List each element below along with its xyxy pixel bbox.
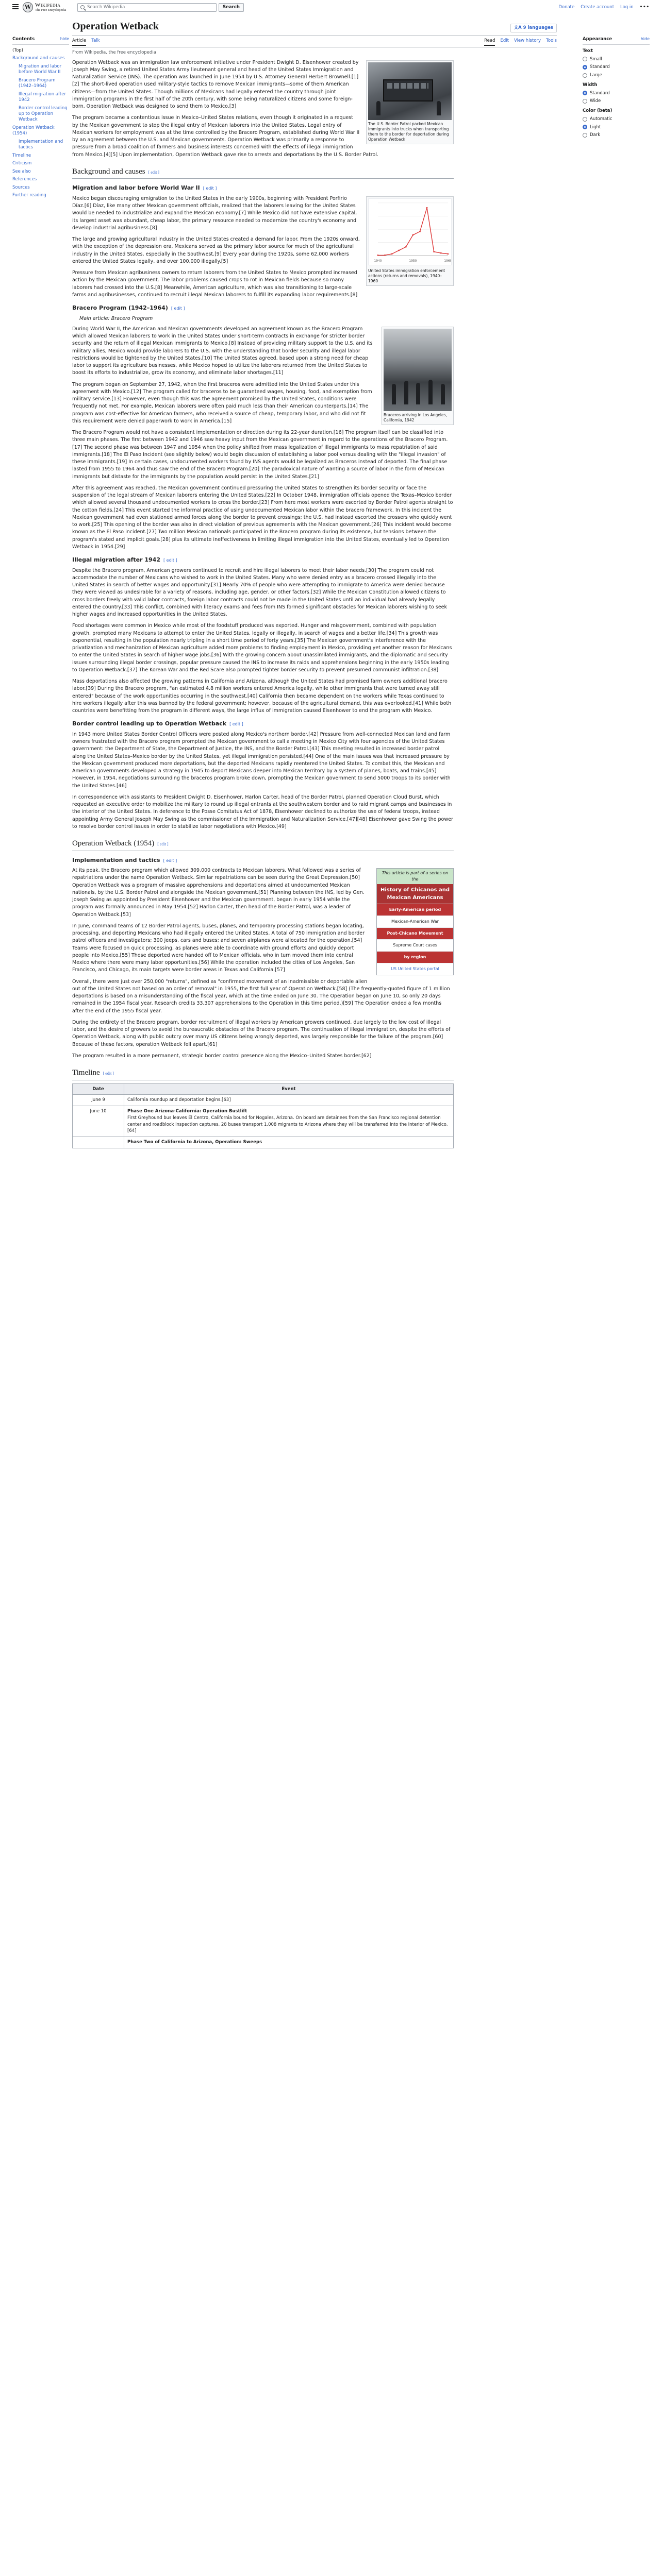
paragraph: Pressure from Mexican agribusiness owners to return laborers from the United States to Mexico prompted increased action by the Mexican government. The labor problems caused crops to rot in Mexican fields because so many laborers had crossed into the U.S.[8] Meanwhile, American agriculture, which was also transitioning to large-scale farms and agribusinesses, continued to recruit illegal Mexican laborers to fulfill its expanding labor requirements.[8]: [72, 270, 358, 298]
wordmark-tagline: The Free Encyclopedia: [35, 8, 67, 12]
intro-paragraph: Operation Wetback was an immigration law enforcement initiative under President Dwight D. Eisenhower created by Joseph May Swing, a retired United States Army lieutenant general and head of the United States Immigration and Naturalization Service (INS). The operation was launched in June 1954 by U.S. Attorney General Herbert Brownell.[1][2] The short-lived operation used military-style tactics to remove Mexican immigrants—some of them American citizens—from the United States. Though millions of Mexicans had legally entered the country through joint immigration programs in the first half of the 20th century, with some being naturalized citizens and some foreign-born, Operation Wetback was designed to send them to Mexico.[3]: [72, 59, 359, 109]
width-opts-option[interactable]: [583, 90, 650, 97]
timeline-phase: Phase One Arizona-California: Operation Bustlift: [127, 1109, 247, 1114]
paragraph: The Bracero Program would not have a consistent implementation or direction during its 22-year duration.[16] The program itself can be classified into three main phases. The first between 1942 and 1946 saw heavy input from the Mexican government in regard to the operations of the Bracero Program.[17] The second phase was between 1947 and 1954 when the policy shifted from mass legalization of illegal immigrants to mass repatriation of said immigrants.[18] The El Paso Incident (see slightly below) would begin discussion of establishing a labor pool versus dealing with the "illegal invasion" of these immigrants.[19] In certain cases, undocumented workers found by INS agents would be legalized as Braceros instead of deported. The final phase lasted from 1955 to 1964 and thus saw the end of the Bracero Program.[20] The paradoxical nature of wanting a source of labor in the form of Mexican immigrants but distaste for the immigrants by the population would persist in the United States.[21]: [72, 430, 448, 480]
toc-item[interactable]: Further reading: [12, 193, 46, 198]
braceros-photo[interactable]: [384, 329, 452, 411]
figure-caption: Braceros arriving in Los Angeles, California, 1942: [384, 412, 447, 422]
subsection-heading-bracero: Bracero Program (1942–1964) [ edit ]: [72, 304, 185, 311]
toc-item[interactable]: Background and causes: [12, 56, 65, 61]
figure-caption: The U.S. Border Patrol packed Mexican immigrants into trucks when transporting them to the border for deportation during Operation Wetback: [368, 121, 449, 142]
option-label: Small: [590, 56, 602, 62]
color-opts-option[interactable]: [583, 116, 650, 123]
toc-item[interactable]: Illegal migration after 1942: [19, 91, 66, 103]
option-label: Standard: [590, 64, 610, 70]
paragraph: In correspondence with assistants to President Dwight D. Eisenhower, Harlon Carter, head of the Border Patrol, planned Operation Cloud Burst, which requested an executive order to mobilize the military to round up illegal entrants at the southwestern border and to raid migrant camps and businesses in the interior of the United States. In deference to the Posse Comitatus Act of 1878, Eisenhower declined to authorize the use of federal troops, instead appointing Army General Joseph May Swing as the commissioner of the Immigration and Naturalization Service.[47][48] Eisenhower gave Swing the power to resolve border control issues in order to stabilize labor negotiations with Mexico.[49]: [72, 794, 453, 829]
edit-section-link[interactable]: [ edit ]: [103, 1071, 114, 1076]
radio-icon[interactable]: [583, 91, 587, 95]
paragraph: Mass deportations also affected the growing patterns in California and Arizona, although the United States had promised farm owners additional bracero labor.[39] During the Bracero program, "an estimated 4.8 million workers entered America legally, while other immigrants that were turned away still entered" because of the work opportunities occurring in the southwest.[40] California then became dependent on the workers while Texas continued to hire workers illegally after this was banned by the federal government; however, because of the agricultural demand, this was overlooked.[41] While both countries were benefitting from the program in different ways, the large influx of immigration caused Eisenhower to end the program with Mexico.: [72, 679, 452, 714]
paragraph: Despite the Bracero program, American growers continued to recruit and hire illegal laborers to meet their labor needs.[30] The program could not accommodate the number of Mexicans who wished to work in the United States. Many who were denied entry as a bracero crossed illegally into the United States in search of better wages and opportunity.[31] Nearly 70% of people who were attempting to immigrate to America were denied because they were viewed as undesirable for a variety of reasons, including age, gender, or other factors.[32] While the Mexican Constitution allowed citizens to cross borders freely with valid labor contracts, foreign labor contracts could not be made in the United States until an individual had already legally entered the country.[33] This conflict, combined with literacy exams and fees from INS formed significant obstacles for Mexican laborers wishing to seek higher wages and increased opportunities in the United States.: [72, 567, 448, 617]
tab-read[interactable]: Read: [484, 38, 495, 46]
column-header-event[interactable]: Event: [124, 1083, 454, 1095]
site-header: [0, 0, 662, 14]
width-options: [583, 90, 650, 105]
paragraph: After this agreement was reached, the Mexican government continued pressuring the United States to strengthen its border security or face the suspension of the legal stream of Mexican laborers entering the United States.[22] In October 1948, immigration officials opened the Texas–Mexico border which allowed several thousand undocumented workers to cross the border.[23] From here most workers were escorted by Border Patrol agents straight to the cotton fields.[24] This event started the informal practice of using undocumented Mexican labor within the bracero framework. In this incident the Mexican government had even stationed armed forces along the border to prevent crossings; the U.S. had instead escorted the crossers who quickly went to work.[25] This opening of the border was also in direct violation of previous agreements with the Mexican government.[26] This incident would become known as the El Paso incident.[27] Two million Mexican nationals participated in the Bracero program during its existence, but tensions between the program's stated and implicit goals.[28] plus its ultimate ineffectiveness in limiting illegal immigration into the United States, eventually led to Operation Wetback in 1954.[29]: [72, 485, 453, 550]
text-size-label: Text: [583, 48, 593, 54]
navbox-row[interactable]: Post-Chicano Movement: [377, 927, 453, 939]
login-link[interactable]: Log in: [620, 5, 634, 10]
data-point: [377, 255, 379, 256]
toc-title: Contents: [12, 37, 35, 42]
article-body: [72, 59, 454, 1148]
more-options-icon[interactable]: •••: [639, 5, 650, 10]
paragraph: The program began on September 27, 1942, when the first braceros were admitted into the United States under this agreement with Mexico.[12] The program called for braceros to be guaranteed wages, housing, food, and exemption from military service.[13] However, even though this was the agreement promised by the United States, conditions were frequently not met. For example, Mexican laborers were often paid much less than their American counterparts.[14] The program was cost-effective for American farmers, who received a source of cheap, temporary labor, and who did not fit this requirement were denied paperwork to work in America.[15]: [72, 381, 372, 424]
appearance-hide-button[interactable]: hide: [640, 37, 650, 41]
data-point: [433, 251, 435, 252]
tab-tools[interactable]: Tools: [546, 38, 557, 43]
data-point: [384, 255, 386, 256]
table-row: [73, 1137, 454, 1148]
edit-section-link[interactable]: [ edit ]: [171, 306, 185, 311]
paragraph: During World War II, the American and Mexican governments developed an agreement known as the Bracero Program which allowed Mexican laborers to work in the United States under short-term contracts in exchange for stricter border security and the return of illegal Mexican immigrants to Mexico.[8] Instead of providing military support to the U.S. and its military allies, Mexico would provide laborers to the U.S. with the understanding that border security and illegal labor restrictions would be tightened by the United States.[10] The United States agreed, based upon a strong need for cheap labor to support its agriculture businesses, while Mexico hoped to utilize the laborers returned from the United States to boost its efforts to industrialize, grow its economy, and eliminate labor shortages.[11]: [72, 326, 373, 376]
tab-article[interactable]: Article: [72, 38, 86, 46]
page-tabs: [72, 36, 557, 47]
navbox-head: This article is part of a series on the: [377, 869, 453, 884]
toc-item[interactable]: Bracero Program (1942–1964): [19, 77, 56, 89]
x-tick-label: 1960: [444, 259, 452, 263]
paragraph: Food shortages were common in Mexico while most of the foodstuff produced was exported. Hunger and misgovernment, combined with population growth, prompted many Mexicans to attempt to enter the United States, legally or illegally, in search of wages and a better life.[34] This growth was exponential, resulting in the population nearly tripling in a short time period of forty years.[35] The Mexican government's interference with the privatization and mechanization of Mexican agriculture added more problems to finding employment in Mexico, providing yet another reason for Mexicans to enter the United States in search of higher wage jobs.[36] With the growing concern about unassimilated immigrants, and the diplomatic and security issues surrounding illegal border crossings, popular pressure caused the INS to increase its raids and apprehensions beginning in the early 1950s leading to Operation Wetback.[37] The Korean War and the Red Scare also prompted tighter border security to prevent presumed communist infiltration.[38]: [72, 623, 452, 673]
table-row: [73, 1095, 454, 1106]
section-heading-operation: Operation Wetback (1954) [ edit ]: [72, 838, 454, 851]
search-button[interactable]: Search: [219, 3, 244, 12]
timeline-event: [124, 1095, 454, 1106]
toc-item[interactable]: (Top): [12, 47, 23, 53]
tagline: From Wikipedia, the free encyclopedia: [72, 49, 156, 55]
paragraph: In June, command teams of 12 Border Patrol agents, buses, planes, and temporary processing stations began locating, processing, and deporting Mexicans who had illegally entered the United States. A total of 750 immigration and border patrol officers and investigators; 300 jeeps, cars and buses; and seven airplanes were allocated for the operation.[54] Teams were focused on quick processing, as planes were able to coordinate with ground efforts and quickly deport people into Mexico.[55] Those deported were handed off to Mexican officials, who in turn moved them into central Mexico where there were many labor opportunities.[56] While the operation included the cities of Los Angeles, San Francisco, and Chicago, its main targets were border areas in Texas and California.[57]: [72, 923, 365, 973]
text-size-options: [583, 56, 650, 79]
tab-talk[interactable]: Talk: [91, 38, 100, 43]
edit-section-link[interactable]: [ edit ]: [229, 722, 243, 727]
appearance-header: [583, 36, 650, 45]
width-label: Width: [583, 82, 598, 88]
search-input[interactable]: [77, 3, 217, 12]
radio-icon[interactable]: [583, 73, 587, 78]
figure-deportation-trucks: [366, 60, 454, 145]
x-tick-label: 1940: [374, 259, 382, 263]
subsection-heading-migration: Migration and labor before World War II [ edit ]: [72, 184, 217, 192]
toc-item[interactable]: See also: [12, 168, 31, 174]
figure-caption: United States immigration enforcement actions (returns and removals), 1940–1960: [368, 268, 445, 284]
subsection-heading-implementation: Implementation and tactics [ edit ]: [72, 856, 177, 863]
navbox-row[interactable]: Mexican-American War: [377, 916, 453, 927]
toc-item[interactable]: Migration and labor before World War II: [19, 63, 62, 75]
data-point: [419, 231, 421, 232]
text-opts-option[interactable]: [583, 64, 650, 71]
timeline-date: June 9: [73, 1095, 124, 1106]
option-label: Wide: [590, 98, 601, 104]
toc-item[interactable]: Border control leading up to Operation Wetback: [19, 105, 68, 123]
search-placeholder: Search Wikipedia: [87, 5, 125, 10]
section-heading-background: Background and causes [ edit ]: [72, 166, 454, 179]
option-label: Automatic: [590, 116, 613, 122]
main-menu-icon[interactable]: [12, 4, 19, 9]
edit-section-link[interactable]: [ edit ]: [163, 858, 177, 863]
page-title: Operation Wetback: [72, 21, 159, 32]
timeline-event-text: California roundup and deportation begins.[63]: [127, 1097, 231, 1103]
toc-item[interactable]: Sources: [12, 184, 30, 190]
toc-hide-button[interactable]: hide: [60, 37, 69, 41]
timeline-event: [124, 1106, 454, 1137]
toc-list: [12, 47, 69, 200]
donate-link[interactable]: Donate: [558, 5, 575, 10]
option-label: Dark: [590, 132, 601, 138]
navbox-row[interactable]: Early-American period: [377, 904, 453, 916]
timeline-event-text: First Greyhound bus leaves El Centro, California bound for Nogales, Arizona. On board are detainees from the San Francisco regional detention center and roadblock inspection captures. 28 buses transport 1,008 migrants to Arizona where they will be transferred into the interior of Mexico.[64]: [127, 1115, 448, 1134]
radio-icon[interactable]: [583, 117, 587, 122]
data-point: [447, 253, 449, 255]
paragraph: The program resulted in a more permanent, strategic border control presence along the Mexico–United States border.[62]: [72, 1053, 372, 1059]
text-opts-option[interactable]: [583, 56, 650, 63]
radio-icon[interactable]: [583, 65, 587, 70]
enforcement-chart[interactable]: [368, 198, 452, 265]
toc-item[interactable]: Implementation and tactics: [19, 139, 63, 150]
color-options: [583, 116, 650, 139]
data-point: [405, 246, 407, 248]
paragraph: Overall, there were just over 250,000 "returns", defined as "confirmed movement of an inadmissible or deportable alien out of the United States not based on an order of removal" in 1955, the first full year of Operation Wetback.[58] (The frequently-quoted figure of 1 million deportations is based on a misunderstanding of the fiscal year, which at the time ended on June 30. The Operation began on June 10, so only 20 days remained in the 1954 fiscal year. Research credits 33,307 apprehensions to the Operation in this time period.)[59] The Operation ended a few months after the end of the 1955 fiscal year.: [72, 978, 450, 1014]
navbox-row[interactable]: by region: [377, 951, 453, 963]
toc-item[interactable]: Operation Wetback (1954): [12, 125, 55, 137]
tab-view-history[interactable]: View history: [514, 38, 541, 43]
deportation-truck-photo[interactable]: [368, 62, 452, 120]
toc-header: [12, 36, 69, 45]
appearance-title: Appearance: [583, 37, 613, 42]
data-point: [426, 207, 428, 209]
table-of-contents: [12, 36, 69, 200]
figure-enforcement-chart: [366, 196, 454, 286]
radio-icon[interactable]: [583, 57, 587, 61]
text-opts-option[interactable]: [583, 72, 650, 79]
timeline-table: [72, 1083, 454, 1148]
timeline-date: June 10: [73, 1106, 124, 1137]
page-title-bar: [72, 15, 557, 36]
data-point: [412, 234, 414, 236]
toc-item[interactable]: Criticism: [12, 161, 32, 166]
tab-edit[interactable]: Edit: [500, 38, 509, 43]
toc-item[interactable]: References: [12, 177, 37, 182]
radio-icon[interactable]: [583, 125, 587, 129]
figure-braceros: [382, 327, 454, 425]
paragraph: During the entirety of the Bracero program, border recruitment of illegal workers by American growers continued, due largely to the low cost of illegal labor, and the desire of growers to avoid the bureaucratic obstacles of the Bracero program. The continuation of illegal immigration, despite the efforts of Operation Wetback, along with public outcry over many US citizens being wrongly deported, was largely responsible for the failure of the program.[60] Because of these factors, operation Wetback fell apart.[61]: [72, 1019, 451, 1047]
paragraph: In 1943 more United States Border Control Officers were posted along Mexico's northern border.[42] Pressure from well-connected Mexican land and farm owners frustrated with the Bracero program prompted the Mexican government to call a meeting in Mexico City with four agencies of the United States government: the Department of State, the Department of Justice, the INS, and the Border Patrol.[43] This meeting resulted in increased border patrol along the United States–Mexico border by the United States, yet illegal immigration persisted.[44] One of the main issues was that increased pressure by the Mexican government produced more deportations, but the deported Mexicans rapidly reentered the United States. To combat this, the Mexican and American governments developed a strategy in 1945 to deport Mexicans deeper into Mexican territory by a system of planes, boats, and trains.[45] However, in 1954, negotiations surrounding the braceros program broke down, prompting the Mexican government to send 5000 troops to its border with the United States.[46]: [72, 731, 451, 789]
subsection-heading-illegal-migration: Illegal migration after 1942 [ edit ]: [72, 556, 177, 563]
main-content: [72, 15, 557, 1148]
option-label: Standard: [590, 90, 610, 96]
color-label: Color (beta): [583, 108, 613, 113]
color-opts-option[interactable]: [583, 124, 650, 131]
language-selector[interactable]: 文A 9 languages: [510, 24, 557, 32]
color-opts-option[interactable]: [583, 132, 650, 139]
radio-icon[interactable]: [583, 133, 587, 138]
search-icon: [80, 5, 85, 9]
data-point: [440, 252, 442, 254]
section-heading-timeline: Timeline [ edit ]: [72, 1067, 454, 1080]
width-opts-option[interactable]: [583, 98, 650, 105]
paragraph: At its peak, the Bracero program which allowed 309,000 contracts to Mexican laborers. What followed was a series of repatriations under the name Operation Wetback. Similar repatriations can be seen during the Great Depression.[50] Operation Wetback was a program of massive apprehensions and deportations aimed at undocumented Mexican nationals, by the U.S. Border Patrol and alongside the Mexican government.[51] Planning between the INS, led by Gen. Joseph Swing as appointed by President Eisenhower and the Mexican government, began in early 1954 while the program was formally announced in May 1954.[52] Harlon Carter, then head of the Border Patrol, was a leader of Operation Wetback.[53]: [72, 868, 365, 918]
wikipedia-globe-logo[interactable]: W: [23, 2, 33, 12]
subsection-heading-border-control: Border control leading up to Operation Wetback [ edit ]: [72, 720, 243, 727]
toc-item[interactable]: Timeline: [12, 152, 31, 158]
data-point: [398, 249, 400, 251]
timeline-event: [124, 1137, 454, 1148]
series-sidebar-navbox: [376, 868, 454, 975]
radio-icon[interactable]: [583, 99, 587, 104]
wordmark-title: Wikipedia: [35, 2, 61, 8]
option-label: Light: [590, 124, 601, 130]
edit-section-link[interactable]: [ edit ]: [163, 558, 177, 563]
table-row: [73, 1106, 454, 1137]
navbox-title[interactable]: History of Chicanos and Mexican Americans: [377, 884, 453, 904]
appearance-panel: [583, 36, 650, 140]
navbox-row[interactable]: Supreme Court cases: [377, 939, 453, 951]
column-header-date[interactable]: Date: [73, 1083, 124, 1095]
intro-paragraph: The program became a contentious issue in Mexico–United States relations, even though it originated in a request by the Mexican government to stop the illegal entry of Mexican laborers into the United States. Legal entry of Mexican workers for employment was at the time controlled by the Bracero Program, established during World War II by an agreement between the U.S. and Mexican governments. Operation Wetback was primarily a response to pressure from a broad coalition of farmers and business interests concerned with the effects of illegal immigration from Mexico.[4][5] Upon implementation, Operation Wetback gave rise to arrests and deportations by the U.S. Border Patrol.: [72, 115, 378, 158]
edit-section-link[interactable]: [ edit ]: [148, 170, 159, 175]
wikipedia-wordmark[interactable]: [35, 2, 66, 12]
paragraph: Mexico began discouraging emigration to the United States in the early 1900s, beginning with President Porfirio Díaz.[6] Díaz, like many other Mexican government officials, realized that the laborers leaving for the United States would be needed to industrialize and expand the Mexican economy.[7] While Mexico did not have extensive capital, its largest asset was abundant, cheap labor, the primary resource needed to modernize the country's economy and develop industrial agribusiness.[8]: [72, 195, 357, 231]
edit-section-link[interactable]: [ edit ]: [157, 842, 169, 846]
hatnote-main-article[interactable]: Main article: Bracero Program: [79, 315, 153, 321]
edit-section-link[interactable]: [ edit ]: [203, 186, 217, 191]
navbox-row[interactable]: US United States portal: [377, 963, 453, 975]
series-line: [378, 208, 448, 255]
create-account-link[interactable]: Create account: [581, 5, 615, 10]
timeline-date: [73, 1137, 124, 1148]
option-label: Large: [590, 73, 602, 78]
user-links: [558, 4, 650, 11]
x-tick-label: 1950: [409, 259, 417, 263]
paragraph: The large and growing agricultural industry in the United States created a demand for labor. From the 1920s onward, with the exception of the depression era, Mexicans served as the primary labor source for much of the agricultural industry in the United States, especially in the Southwest.[9] Every year during the 1920s, some 62,000 workers entered the United States legally, and over 100,000 illegally.[5]: [72, 236, 360, 264]
timeline-phase: Phase Two of California to Arizona, Operation: Sweeps: [127, 1140, 262, 1145]
data-point: [391, 253, 393, 255]
